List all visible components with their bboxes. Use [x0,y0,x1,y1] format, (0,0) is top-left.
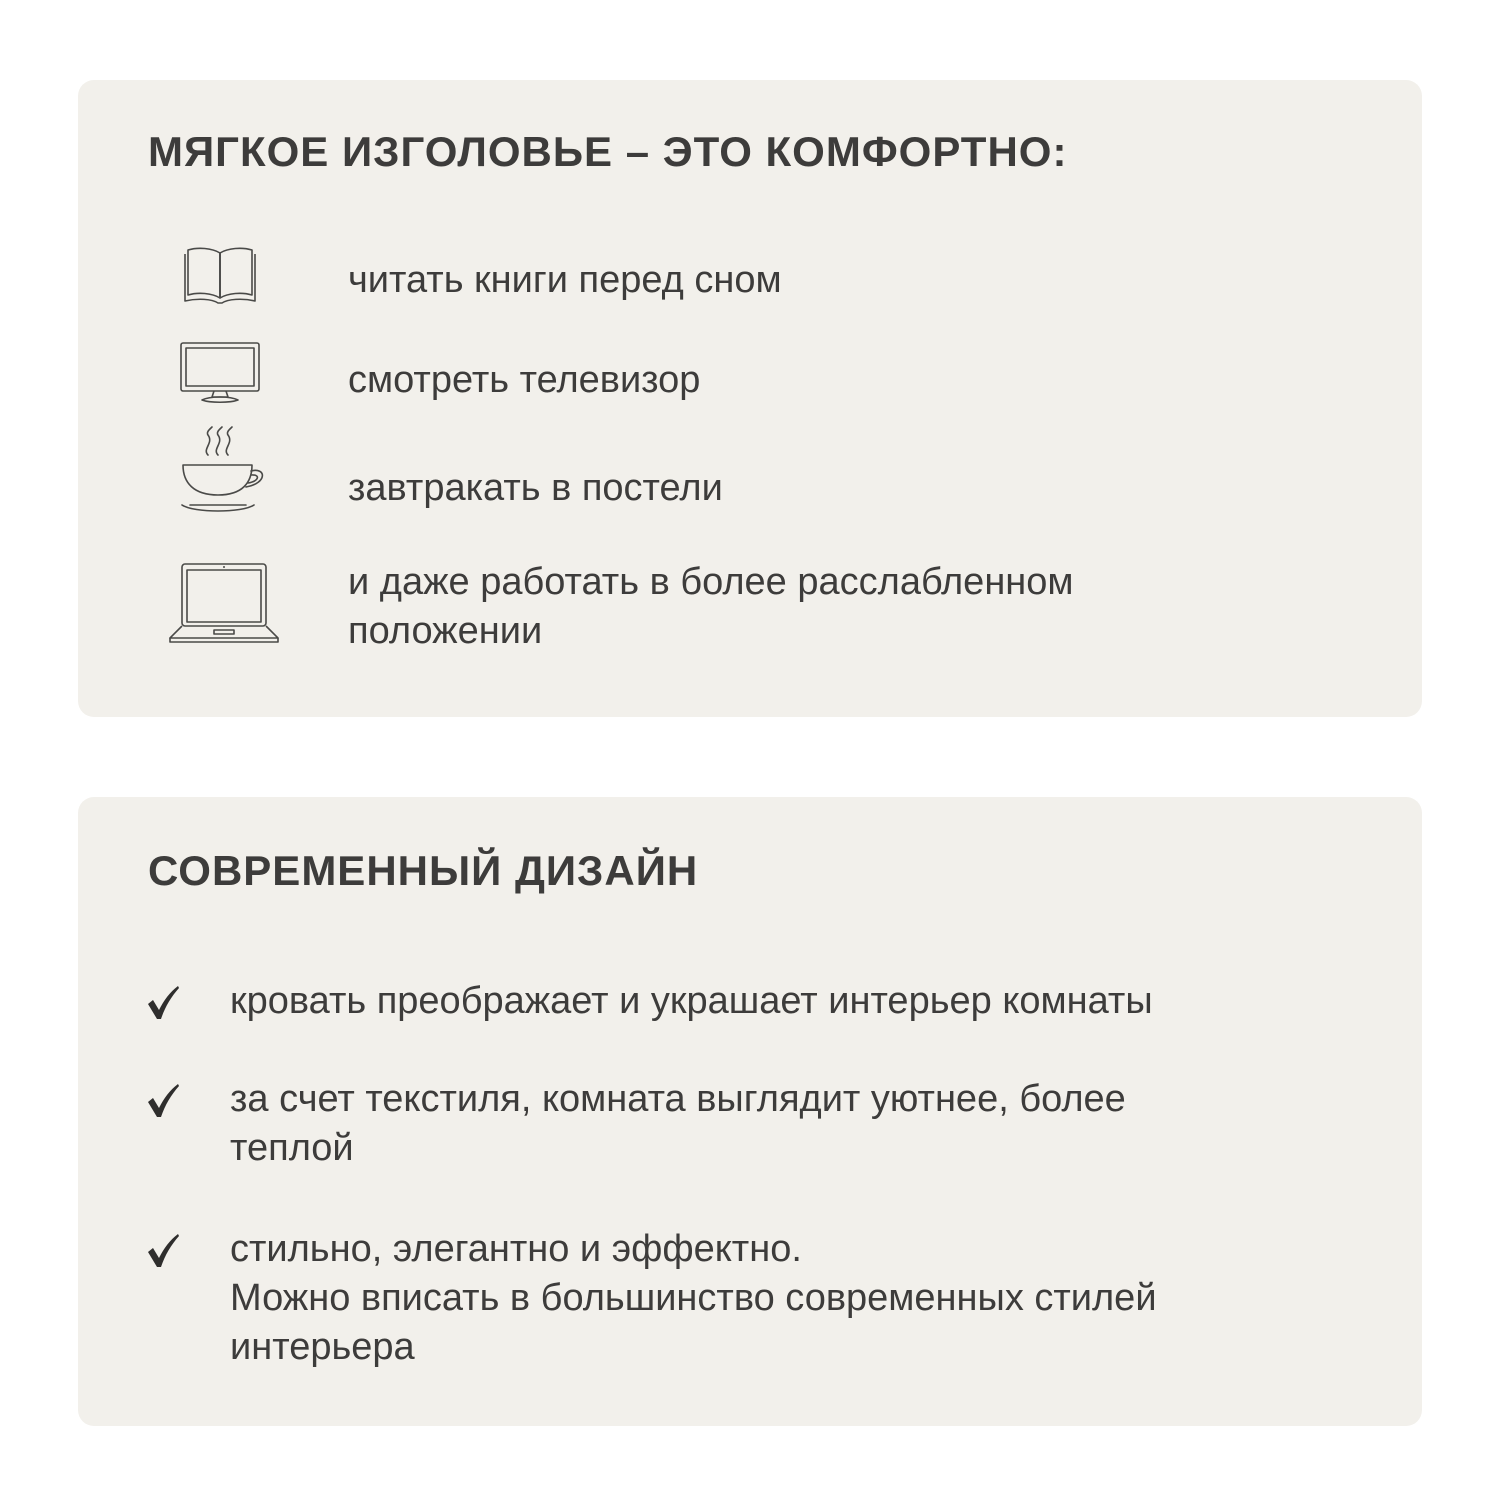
list-item [78,560,1422,670]
list-item [78,977,1422,1037]
item-text: смотреть телевизор [348,359,701,401]
coffee-cup-icon [180,425,268,517]
checkmark-icon [146,1233,180,1269]
list-item [78,425,1422,520]
item-text-line1: и даже работать в более расслабленном [348,561,1074,603]
tv-monitor-icon [180,342,260,404]
list-item [78,1075,1422,1175]
item-text: читать книги перед сном [348,259,782,301]
item-text-line2: теплой [230,1127,354,1169]
item-text-line1: за счет текстиля, комната выглядит уютнее, более [230,1078,1126,1120]
list-item [78,342,1422,412]
item-text-line2: Можно вписать в большинство современных стилей [230,1277,1157,1319]
comfort-card [78,80,1422,717]
list-item [78,242,1422,312]
item-text-line1: стильно, элегантно и эффектно. [230,1228,802,1270]
list-item [78,1225,1422,1375]
checkmark-icon [146,1083,180,1119]
item-text: завтракать в постели [348,467,723,509]
design-card [78,797,1422,1426]
item-text: кровать преображает и украшает интерьер комнаты [230,980,1153,1022]
open-book-icon [184,245,256,305]
laptop-icon [168,562,280,644]
checkmark-icon [146,985,180,1021]
design-title: СОВРЕМЕННЫЙ ДИЗАЙН [148,847,699,894]
item-text-line3: интерьера [230,1326,415,1368]
item-text-line2: положении [348,610,543,652]
comfort-title: МЯГКОЕ ИЗГОЛОВЬЕ – ЭТО КОМФОРТНО: [148,128,1068,175]
